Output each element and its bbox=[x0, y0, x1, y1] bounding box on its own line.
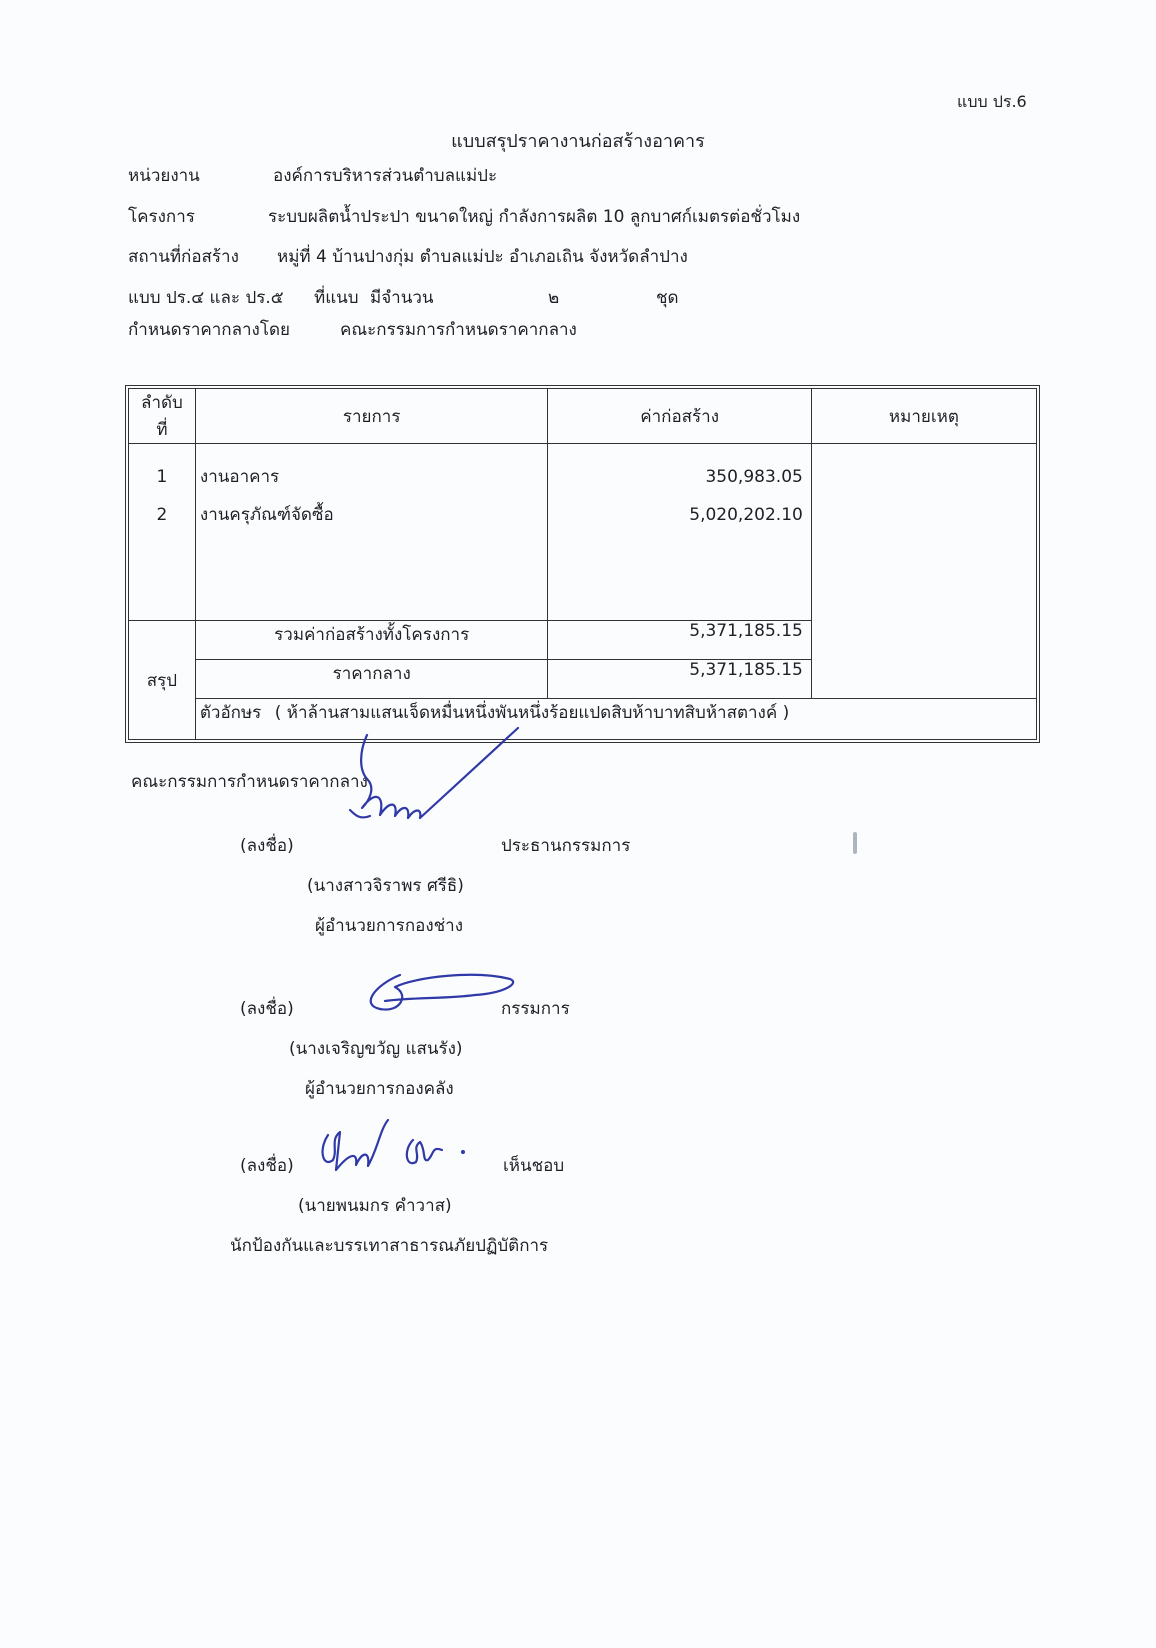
set-by-label: กำหนดราคากลางโดย bbox=[128, 320, 290, 340]
median-price-label: ราคากลาง bbox=[195, 660, 548, 699]
table-body bbox=[129, 444, 1037, 621]
signer-position: ผู้อำนวยการกองคลัง bbox=[305, 1079, 454, 1099]
project-label: โครงการ bbox=[128, 207, 195, 227]
header-item: รายการ bbox=[195, 389, 548, 444]
signature-3 bbox=[308, 1110, 488, 1180]
count-value: ๒ bbox=[548, 288, 560, 308]
set-by-value: คณะกรรมการกำหนดราคากลาง bbox=[340, 320, 577, 340]
project-value: ระบบผลิตน้ำประปา ขนาดใหญ่ กำลังการผลิต 10 ลูกบาศก์เมตรต่อชั่วโมง bbox=[268, 207, 801, 227]
signer-position: นักป้องกันและบรรเทาสาธารณภัยปฏิบัติการ bbox=[230, 1236, 549, 1256]
signer-position: ผู้อำนวยการกองช่าง bbox=[315, 916, 464, 936]
signer-role: กรรมการ bbox=[501, 999, 570, 1019]
item-column bbox=[195, 444, 548, 621]
row-no: 2 bbox=[156, 505, 168, 525]
note-column bbox=[811, 444, 1036, 699]
committee-heading: คณะกรรมการกำหนดราคากลาง bbox=[131, 772, 368, 792]
cost-summary-table bbox=[128, 388, 1037, 740]
summary-label: สรุป bbox=[129, 621, 196, 740]
form-code: แบบ ปร.6 bbox=[957, 92, 1027, 111]
forms-label: แบบ ปร.๔ และ ปร.๕ bbox=[128, 288, 284, 308]
header-cost: ค่าก่อสร้าง bbox=[548, 389, 811, 444]
site-label: สถานที่ก่อสร้าง bbox=[128, 247, 239, 267]
row-item: งานครุภัณฑ์จัดซื้อ bbox=[199, 505, 334, 525]
sign-label: (ลงชื่อ) bbox=[240, 836, 294, 856]
signer-role: เห็นชอบ bbox=[503, 1156, 565, 1176]
signature-2 bbox=[355, 965, 525, 1025]
signer-name: (นางเจริญขวัญ แสนรัง) bbox=[289, 1039, 463, 1059]
agency-value: องค์การบริหารส่วนตำบลแม่ปะ bbox=[273, 166, 498, 186]
header-no: ลำดับที่ bbox=[129, 389, 196, 444]
total-value: 5,371,185.15 bbox=[548, 621, 811, 660]
agency-label: หน่วยงาน bbox=[128, 166, 200, 186]
words-value: ( ห้าล้านสามแสนเจ็ดหมื่นหนึ่งพันหนึ่งร้อยแปดสิบห้าบาทสิบห้าสตางค์ ) bbox=[274, 703, 790, 723]
signer-role: ประธานกรรมการ bbox=[501, 836, 631, 856]
sign-label: (ลงชื่อ) bbox=[240, 999, 294, 1019]
row-item: งานอาคาร bbox=[199, 467, 280, 487]
sign-label: (ลงชื่อ) bbox=[240, 1156, 294, 1176]
amount-in-words bbox=[195, 699, 1036, 740]
row-cost: 5,020,202.10 bbox=[689, 505, 803, 525]
signature-1 bbox=[340, 720, 540, 850]
words-label: ตัวอักษร bbox=[199, 703, 262, 723]
amount-in-words-row bbox=[129, 699, 1037, 740]
site-value: หมู่ที่ 4 บ้านปางกุ่ม ตำบลแม่ปะ อำเภอเถิน จังหวัดลำปาง bbox=[277, 247, 688, 267]
row-no: 1 bbox=[156, 467, 168, 487]
header-note: หมายเหตุ bbox=[811, 389, 1036, 444]
signer-name: (นางสาวจิราพร ศรีธิ) bbox=[307, 876, 464, 896]
document-title: แบบสรุปราคางานก่อสร้างอาคาร bbox=[451, 131, 705, 152]
cost-column bbox=[548, 444, 811, 621]
count-label: มีจำนวน bbox=[370, 288, 434, 308]
total-label: รวมค่าก่อสร้างทั้งโครงการ bbox=[195, 621, 548, 660]
median-price-value: 5,371,185.15 bbox=[548, 660, 811, 699]
signer-name: (นายพนมกร คำวาส) bbox=[298, 1196, 452, 1216]
row-cost: 350,983.05 bbox=[705, 467, 803, 487]
count-unit: ชุด bbox=[656, 288, 679, 308]
no-column bbox=[129, 444, 196, 621]
scan-mark bbox=[853, 832, 857, 854]
table-header-row bbox=[129, 389, 1037, 444]
attached-label: ที่แนบ bbox=[314, 288, 359, 308]
